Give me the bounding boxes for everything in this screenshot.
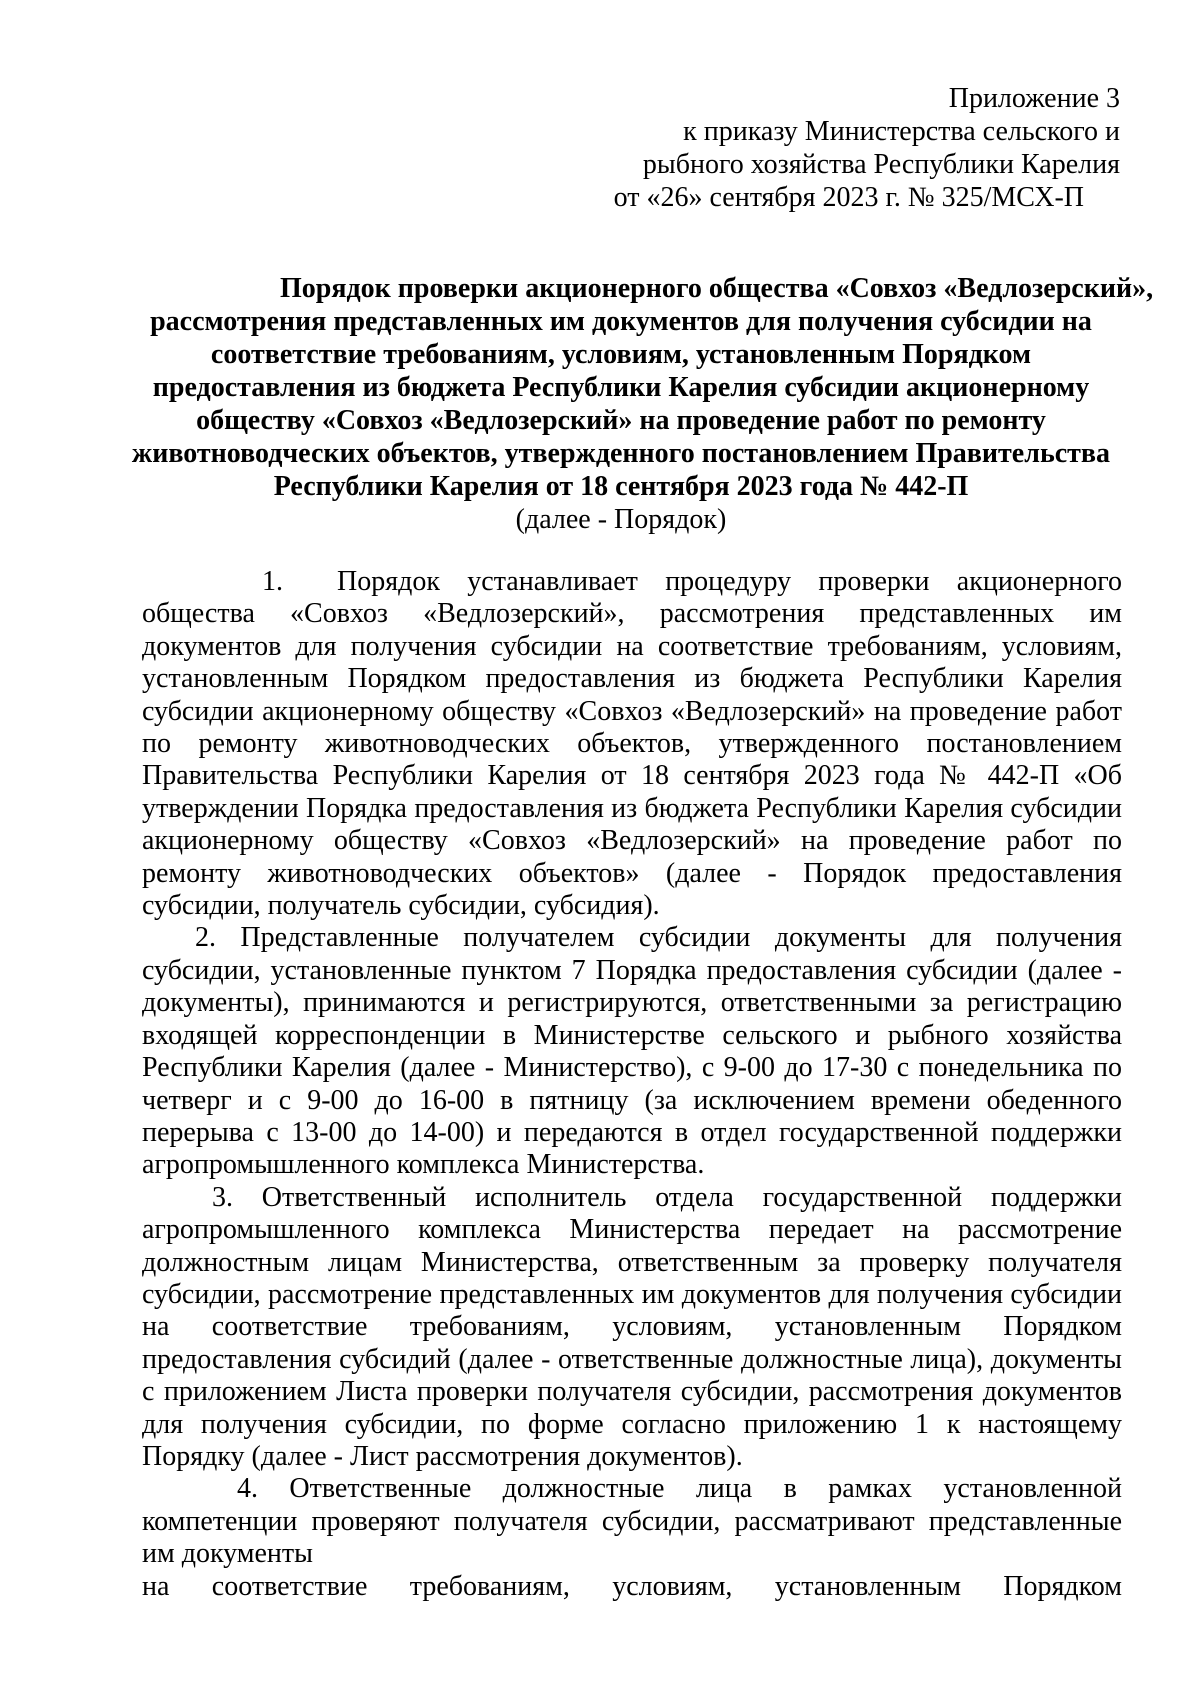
paragraph-number: 1. [262, 566, 283, 597]
appendix-order-ref: к приказу Министерства сельского и [683, 116, 1120, 147]
title-line: соответствие требованиям, условиям, установленным Порядком [210, 339, 1032, 370]
title-line: Порядок проверки акционерного общества «Совхоз «Ведлозерский», [280, 273, 1154, 304]
paragraph-4: 4. Ответственные должностные лица в рамках установленной компетенции проверяют получателя субсидии, рассматривают представленные им документы [142, 1473, 1122, 1570]
title-line: Республики Карелия от 18 сентября 2023 года № 442-П [273, 471, 969, 502]
title-line: рассмотрения представленных им документов для получения субсидии на [150, 306, 1092, 337]
title-line: обществу «Совхоз «Ведлозерский» на проведение работ по ремонту [196, 405, 1046, 436]
paragraph-text: Порядок устанавливает процедуру проверки акционерного общества «Совхоз «Ведлозерский», рассмотрения представленных им документов для получения субсидии на соответствие требованиям, условиям, установленным Порядком предоставления из бюджета Республики Карелия субсидии акционерному обществу «Совхоз «Ведлозерский» на проведение работ по ремонту животноводческих объектов, утвержденного постановлением Правительства Республики Карелия от 18 сентября 2023 года № 442-П «Об утверждении Порядка предоставления из бюджета Республики Карелия субсидии акционерному обществу «Совхоз «Ведлозерский» на проведение работ по ремонту животноводческих объектов» (далее - Порядок предоставления субсидии, получатель субсидии, субсидия). [142, 566, 1122, 922]
paragraph-1 [142, 566, 1122, 922]
word: установленным [774, 1570, 961, 1602]
appendix-number: Приложение 3 [948, 83, 1120, 114]
appendix-ministry: рыбного хозяйства Республики Карелия [642, 149, 1120, 180]
document-title [130, 272, 1154, 536]
title-line: животноводческих объектов, утвержденного постановлением Правительства [131, 438, 1111, 469]
title-line: предоставления из бюджета Республики Карелия субсидии акционерному [152, 372, 1090, 403]
appendix-order-date: от «26» сентября 2023 г. № 325/МСХ-П [613, 182, 1084, 213]
word: условиям, [612, 1570, 733, 1602]
document-body [142, 566, 1122, 1603]
paragraph-4-last-line [142, 1571, 1122, 1603]
word: Порядком [1003, 1570, 1122, 1602]
title-text [130, 272, 1154, 503]
title-note: (далее - Порядок) [515, 504, 727, 535]
word: на [142, 1570, 170, 1602]
paragraph-2: 2. Представленные получателем субсидии документы для получения субсидии, установленные пунктом 7 Порядка предоставления субсидии (далее - документы), принимаются и регистрируются, ответственными за регистрацию входящей корреспонденции в Министерстве сельского и рыбного хозяйства Республики Карелия (далее - Министерство), с 9-00 до 17-30 с понедельника по четверг и с 9-00 до 16-00 в пятницу (за исключением времени обеденного перерыва с 13-00 до 14-00) и передаются в отдел государственной поддержки агропромышленного комплекса Министерства. [142, 922, 1122, 1181]
word: требованиям, [409, 1570, 570, 1602]
word: соответствие [211, 1570, 368, 1602]
appendix-header [560, 82, 1120, 214]
paragraph-3: 3. Ответственный исполнитель отдела государственной поддержки агропромышленного комплекса Министерства передает на рассмотрение должностным лицам Министерства, ответственным за проверку получателя субсидии, рассмотрение представленных им документов для получения субсидии на соответствие требованиям, условиям, установленным Порядком предоставления субсидий (далее - ответственные должностные лица), документы с приложением Листа проверки получателя субсидии, рассмотрения документов для получения субсидии, по форме согласно приложению 1 к настоящему Порядку (далее - Лист рассмотрения документов). [142, 1181, 1122, 1472]
